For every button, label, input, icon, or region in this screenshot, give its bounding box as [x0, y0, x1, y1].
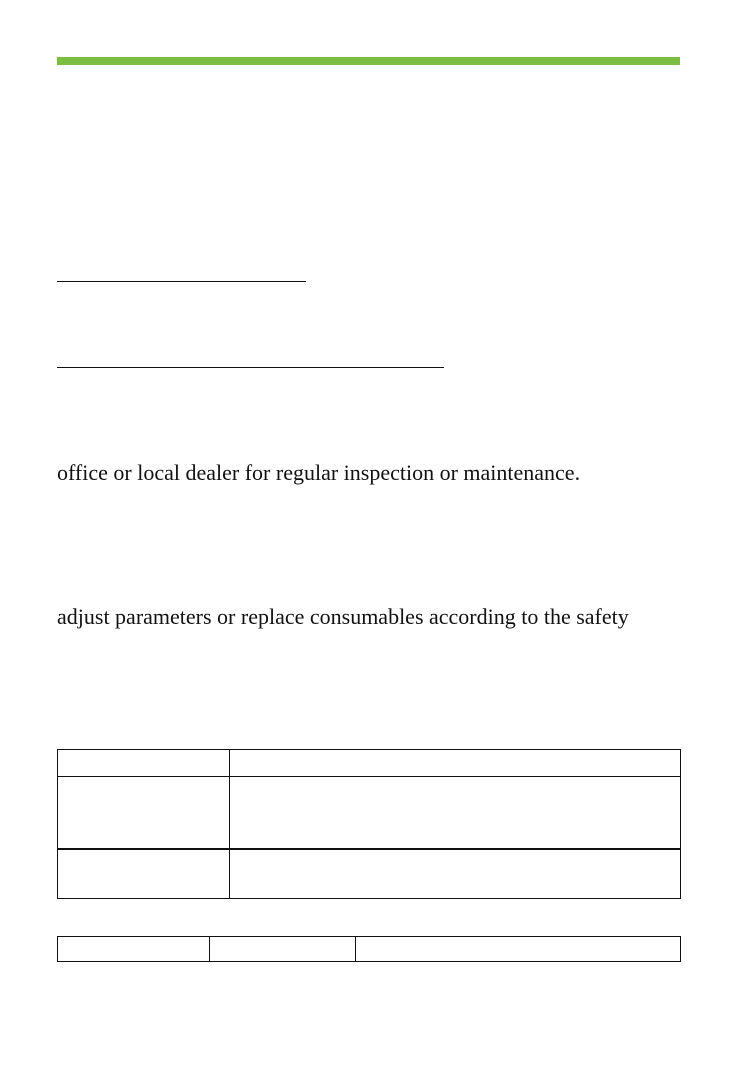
table-cell [356, 937, 681, 962]
table-row [58, 849, 681, 899]
table-cell [230, 777, 681, 850]
paragraph-line-1: office or local dealer for regular inspection or maintenance. [57, 460, 581, 485]
table-cell [210, 937, 356, 962]
heading-underline-1 [57, 281, 306, 282]
table-row [58, 937, 681, 962]
specification-table [57, 749, 681, 899]
paragraph-line-2: adjust parameters or replace consumables according to the safety [57, 604, 629, 629]
heading-underline-2 [57, 367, 444, 368]
table-cell [58, 849, 230, 899]
header-accent-bar [57, 57, 680, 65]
table-row [58, 777, 681, 850]
table-row [58, 750, 681, 777]
table-cell [230, 849, 681, 899]
table-cell [58, 750, 230, 777]
summary-table [57, 936, 681, 962]
table-cell [230, 750, 681, 777]
table-cell [58, 937, 210, 962]
table-cell [58, 777, 230, 850]
